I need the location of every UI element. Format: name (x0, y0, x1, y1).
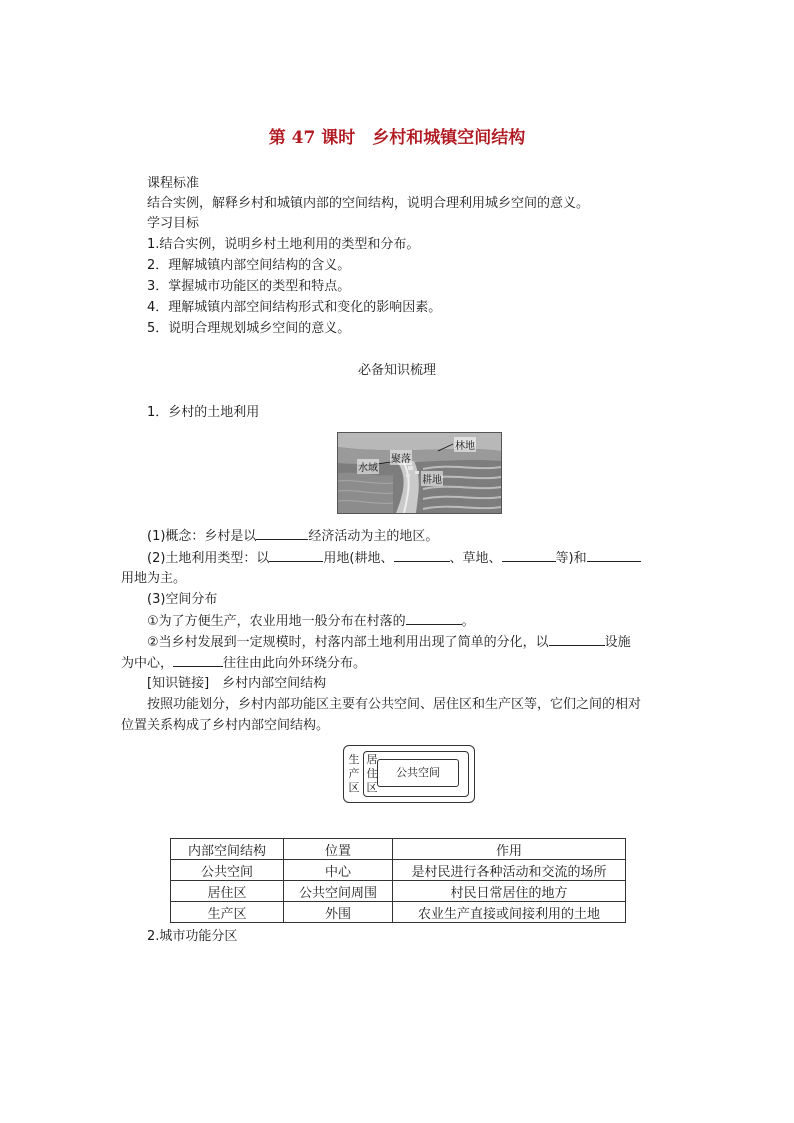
table-cell: 公共空间 (171, 860, 284, 881)
answer-blank[interactable] (587, 549, 641, 562)
farmland-label: 耕地 (421, 471, 443, 486)
table-header-row (171, 839, 626, 860)
goals-heading: 学习目标 (147, 216, 200, 231)
settlement-label: 聚落 (390, 450, 412, 465)
concept-line (147, 527, 438, 546)
goal-item: 1.结合实例，说明乡村土地利用的类型和分布。 (147, 237, 420, 252)
village-land-use-photo (337, 432, 502, 514)
public-space: 公共空间 (377, 759, 459, 787)
table-cell: 村民日常居住的地方 (393, 881, 626, 902)
answer-blank[interactable] (502, 549, 556, 562)
page-title: 第 47 课时 乡村和城镇空间结构 (268, 128, 526, 148)
section-heading: 必备知识梳理 (357, 363, 436, 378)
answer-blank[interactable] (394, 549, 450, 562)
table-row (171, 881, 626, 902)
table-row (171, 902, 626, 923)
dist2-text-d: 往往由此向外环绕分布。 (223, 656, 367, 671)
concept-text-a: (1)概念：乡村是以 (147, 529, 257, 544)
answer-blank[interactable] (269, 549, 323, 562)
answer-blank[interactable] (549, 633, 605, 646)
knowledge-link-text: 按照功能划分，乡村内部功能区主要有公共空间、居住区和生产区等，它们之间的相对 (147, 697, 642, 712)
concept-text-b: 经济活动为主的地区。 (308, 529, 439, 544)
table-cell: 生产区 (171, 902, 284, 923)
table-cell: 农业生产直接或间接利用的土地 (393, 902, 626, 923)
knowledge-link-heading: [知识链接] 乡村内部空间结构 (147, 676, 327, 691)
land-types-text-d: 等)和 (555, 551, 587, 566)
residential-zone (363, 751, 469, 797)
forest-label: 林地 (454, 437, 476, 452)
table-cell: 居住区 (171, 881, 284, 902)
goal-item: 4．理解城镇内部空间结构形式和变化的影响因素。 (147, 300, 442, 315)
answer-blank[interactable] (256, 527, 308, 540)
item2-heading: 2.城市功能分区 (147, 929, 238, 944)
water-label: 水域 (357, 459, 379, 474)
dist2-text-b: 设施 (604, 635, 631, 650)
dist2-text-c: 为中心， (121, 656, 174, 671)
table-header-cell: 内部空间结构 (171, 839, 284, 860)
production-zone-label (348, 753, 360, 795)
answer-blank[interactable] (406, 612, 462, 625)
structure-table (170, 838, 626, 923)
dist2-text-a: ②当乡村发展到一定规模时，村落内部土地利用出现了简单的分化，以 (147, 635, 549, 650)
answer-blank[interactable] (173, 654, 223, 667)
curriculum-text: 结合实例，解释乡村和城镇内部的空间结构，说明合理利用城乡空间的意义。 (147, 196, 590, 211)
table-header-cell: 作用 (393, 839, 626, 860)
distribution-item-1 (147, 612, 475, 631)
goal-item: 2．理解城镇内部空间结构的含义。 (147, 258, 351, 273)
table-header-cell: 位置 (284, 839, 393, 860)
land-types-continuation: 用地为主。 (121, 571, 187, 586)
goal-item: 5．说明合理规划城乡空间的意义。 (147, 321, 351, 336)
distribution-item-2-cont (121, 654, 366, 673)
knowledge-link-text-cont: 位置关系构成了乡村内部空间结构。 (121, 718, 330, 733)
residential-zone-text: 居 住 区 (366, 753, 378, 794)
distribution-item-2 (147, 633, 631, 652)
dist1-text-a: ①为了方便生产，农业用地一般分布在村落的 (147, 614, 406, 629)
curriculum-heading: 课程标准 (147, 176, 200, 191)
table-cell: 公共空间周围 (284, 881, 393, 902)
table-cell: 外围 (284, 902, 393, 923)
table-cell: 中心 (284, 860, 393, 881)
land-types-line (147, 549, 641, 568)
land-types-text-c: 、草地、 (449, 551, 502, 566)
table-row (171, 860, 626, 881)
land-types-text-b: 用地(耕地、 (323, 551, 394, 566)
land-types-text-a: (2)土地利用类型：以 (147, 551, 270, 566)
distribution-heading: (3)空间分布 (147, 592, 218, 607)
dist1-text-b: 。 (461, 614, 475, 629)
table-cell: 是村民进行各种活动和交流的场所 (393, 860, 626, 881)
item1-heading: 1．乡村的土地利用 (147, 405, 260, 420)
goal-item: 3．掌握城市功能区的类型和特点。 (147, 279, 351, 294)
village-structure-diagram (343, 745, 475, 803)
production-zone-text: 生 产 区 (348, 753, 360, 794)
